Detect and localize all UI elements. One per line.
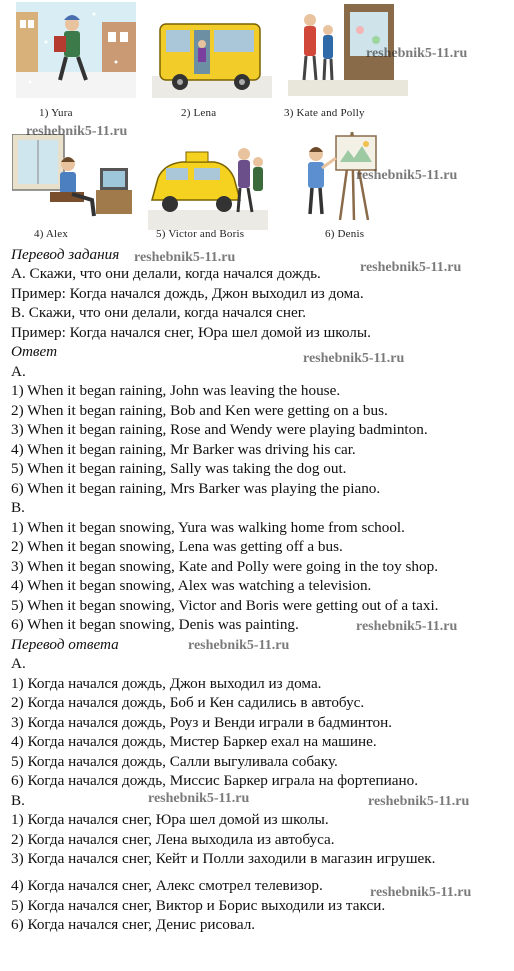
watermark: reshebnik5-11.ru [370, 885, 472, 900]
answer-a-item: 6) When it began raining, Mrs Barker was playing the piano. [11, 480, 381, 497]
translation-a-item: 5) Когда начался дождь, Салли выгуливала собаку. [11, 753, 338, 770]
task-example-a: Пример: Когда начался дождь, Джон выходил из дома. [11, 285, 364, 302]
answer-b-item: 3) When it began snowing, Kate and Polly were going in the toy shop. [11, 558, 439, 575]
translation-a-item: 2) Когда начался дождь, Боб и Кен садились в автобус. [11, 694, 365, 711]
translation-a-item: 4) Когда начался дождь, Мистер Баркер ехал на машине. [11, 733, 377, 750]
illustration-lena [152, 2, 272, 98]
watermark: reshebnik5-11.ru [356, 619, 458, 634]
answer-a-item: 5) When it began raining, Sally was taking the dog out. [11, 460, 347, 477]
translation-b-item: 4) Когда начался снег, Алекс смотрел телевизор. [11, 877, 323, 894]
translation-section-a: А. [11, 655, 26, 672]
task-translation-heading: Перевод задания [11, 246, 120, 263]
translation-section-b: В. [11, 792, 25, 809]
translation-b-item: 3) Когда начался снег, Кейт и Полли заходили в магазин игрушек. [11, 850, 436, 867]
watermark: reshebnik5-11.ru [26, 124, 128, 139]
translation-a-item: 3) Когда начался дождь, Роуз и Венди играли в бадминтон. [11, 714, 393, 731]
watermark: reshebnik5-11.ru [134, 250, 236, 265]
caption-kate-and-polly: 3) Kate and Polly [284, 107, 365, 119]
caption-alex: 4) Alex [34, 228, 69, 240]
answer-heading: Ответ [11, 343, 58, 360]
translation-b-item: 2) Когда начался снег, Лена выходила из автобуса. [11, 831, 335, 848]
caption-victor-and-boris: 5) Victor and Boris [156, 228, 245, 240]
watermark: reshebnik5-11.ru [188, 638, 290, 653]
answer-translation-heading: Перевод ответа [11, 636, 119, 653]
watermark: reshebnik5-11.ru [303, 351, 405, 366]
caption-yura: 1) Yura [39, 107, 73, 119]
translation-a-item: 6) Когда начался дождь, Миссис Баркер играла на фортепиано. [11, 772, 419, 789]
illustration-yura [16, 2, 136, 98]
illustration-alex [12, 134, 132, 230]
answer-a-item: 1) When it began raining, John was leaving the house. [11, 382, 341, 399]
caption-denis: 6) Denis [325, 228, 365, 240]
answer-a-item: 4) When it began raining, Mr Barker was driving his car. [11, 441, 356, 458]
watermark: reshebnik5-11.ru [368, 794, 470, 809]
task-example-b: Пример: Когда начался снег, Юра шел домой из школы. [11, 324, 371, 341]
task-line-a: А. Скажи, что они делали, когда начался дождь. [11, 265, 321, 282]
watermark: reshebnik5-11.ru [360, 260, 462, 275]
watermark: reshebnik5-11.ru [148, 791, 250, 806]
translation-b-item: 5) Когда начался снег, Виктор и Борис выходили из такси. [11, 897, 386, 914]
task-line-b: В. Скажи, что они делали, когда начался снег. [11, 304, 307, 321]
translation-b-item: 6) Когда начался снег, Денис рисовал. [11, 916, 256, 933]
answer-b-item: 6) When it began snowing, Denis was painting. [11, 616, 299, 633]
translation-b-item: 1) Когда начался снег, Юра шел домой из школы. [11, 811, 329, 828]
answer-section-a: A. [11, 363, 26, 380]
answer-b-item: 5) When it began snowing, Victor and Boris were getting out of a taxi. [11, 597, 439, 614]
answer-b-item: 4) When it began snowing, Alex was watching a television. [11, 577, 372, 594]
answer-b-item: 1) When it began snowing, Yura was walking home from school. [11, 519, 405, 536]
watermark: reshebnik5-11.ru [366, 46, 468, 61]
watermark: reshebnik5-11.ru [356, 168, 458, 183]
caption-lena: 2) Lena [181, 107, 217, 119]
answer-b-item: 2) When it began snowing, Lena was getting off a bus. [11, 538, 343, 555]
illustration-victor-and-boris [148, 134, 268, 230]
translation-a-item: 1) Когда начался дождь, Джон выходил из дома. [11, 675, 322, 692]
answer-a-item: 2) When it began raining, Bob and Ken were getting on a bus. [11, 402, 388, 419]
answer-a-item: 3) When it began raining, Rose and Wendy were playing badminton. [11, 421, 428, 438]
answer-section-b: B. [11, 499, 25, 516]
